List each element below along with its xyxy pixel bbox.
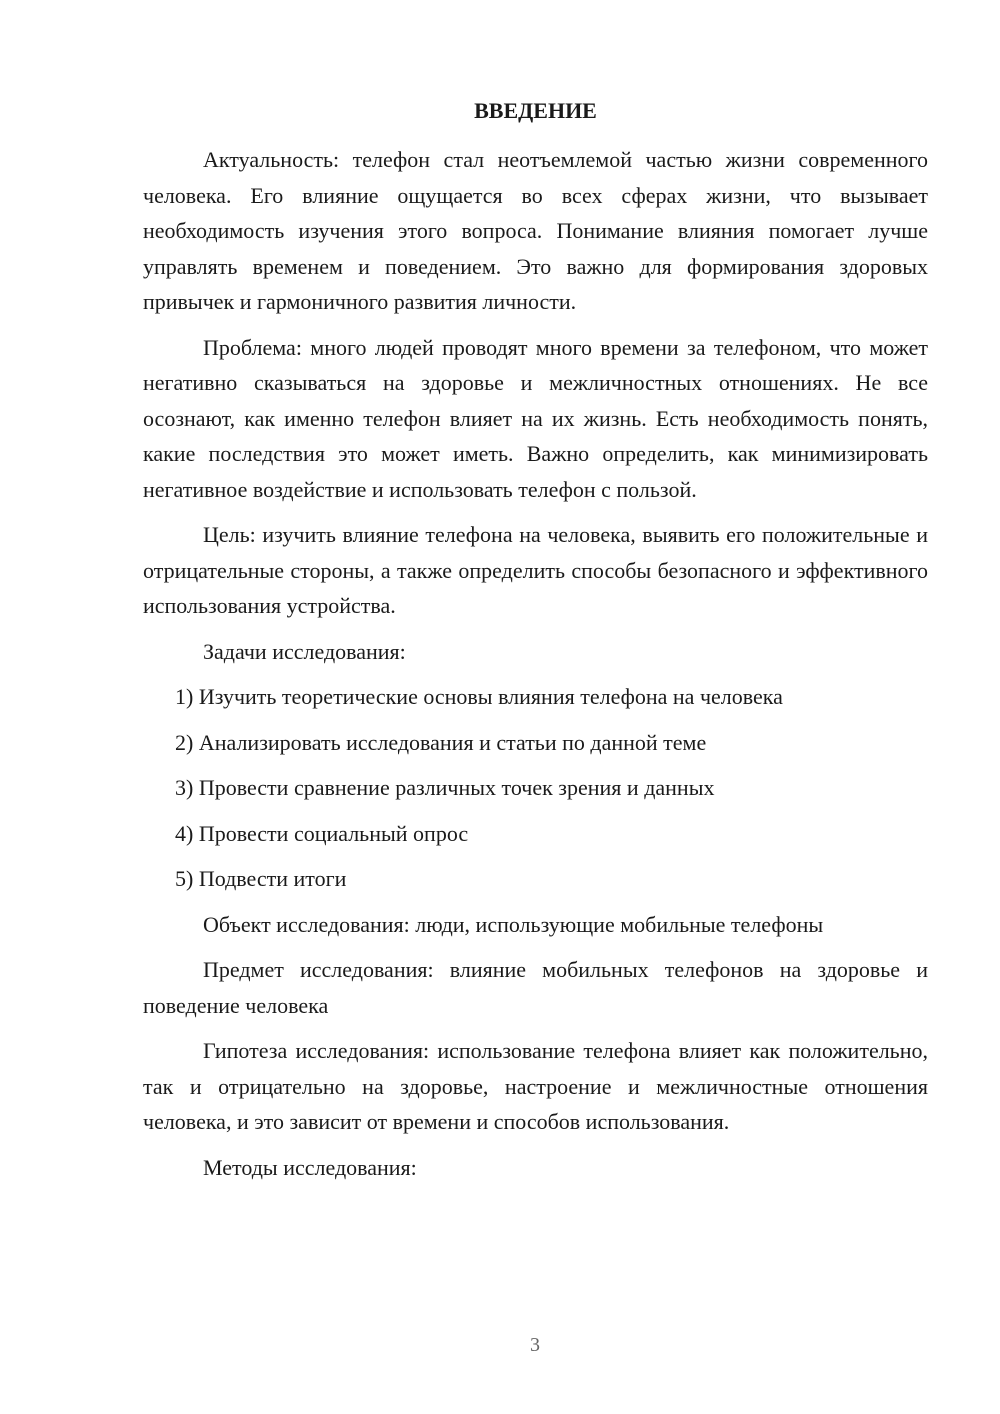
list-item-task-1: 1) Изучить теоретические основы влияния телефона на человека	[175, 684, 783, 709]
paragraph-tasks-heading: Задачи исследования:	[203, 638, 406, 664]
paragraph-problem: Проблема: много людей проводят много времени за телефоном, что может негативно сказываться на здоровье и межличностных отношениях. Не все осознают, как именно телефон влияет на их жизнь. Есть необходимость понять, какие последствия это может иметь. Важно определить, как минимизировать негативное воздействие и использовать телефон с пользой.	[143, 334, 928, 502]
list-item-task-4: 4) Провести социальный опрос	[175, 820, 469, 846]
list-item-task-5: 5) Подвести итоги	[175, 866, 347, 891]
document-body	[143, 142, 928, 1195]
list-item-task-2: 2) Анализировать исследования и статьи по данной теме	[175, 729, 707, 755]
paragraph-object: Объект исследования: люди, использующие мобильные телефоны	[203, 911, 824, 937]
list-item-task-3: 3) Провести сравнение различных точек зрения и данных	[175, 775, 715, 800]
paragraph-methods: Методы исследования:	[203, 1154, 417, 1180]
paragraph-subject: Предмет исследования: влияние мобильных телефонов на здоровье и поведение человека	[143, 957, 928, 1018]
paragraph-relevance: Актуальность: телефон стал неотъемлемой частью жизни современного человека. Его влияние ощущается во всех сферах жизни, что вызывает необходимость изучения этого вопроса. Понимание влияния помогает лучше управлять временем и поведением. Это важно для формирования здоровых привычек и гармоничного развития личности.	[143, 147, 928, 314]
page-number: 3	[530, 1334, 540, 1356]
paragraph-hypothesis: Гипотеза исследования: использование телефона влияет как положительно, так и отрицательно на здоровье, настроение и межличностные отношения человека, и это зависит от времени и способов использования.	[143, 1038, 928, 1134]
page-title: ВВЕДЕНИЕ	[474, 98, 597, 123]
paragraph-goal: Цель: изучить влияние телефона на человека, выявить его положительные и отрицательные стороны, а также определить способы безопасного и эффективного использования устройства.	[143, 522, 928, 618]
